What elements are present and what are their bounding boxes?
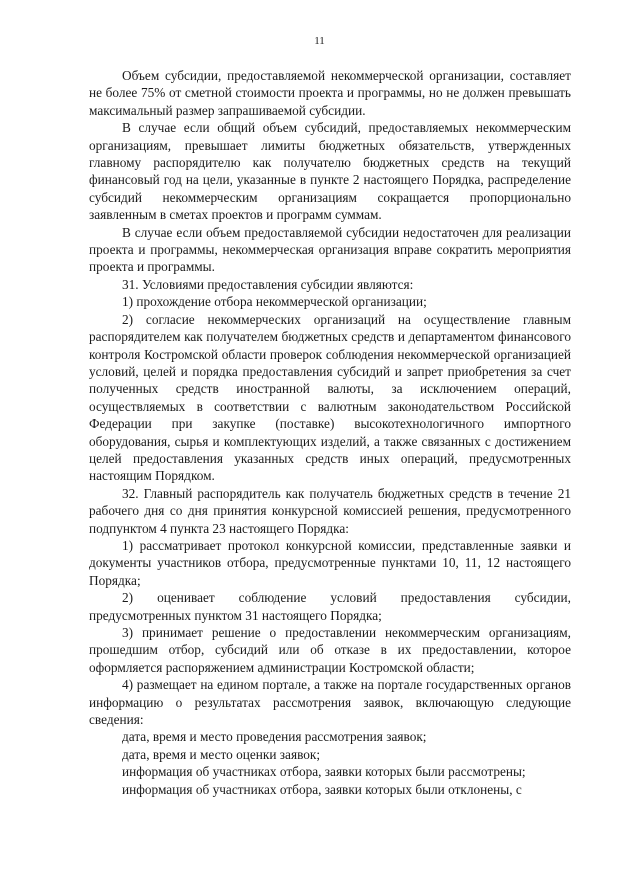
paragraph: 1) прохождение отбора некоммерческой организации; (122, 294, 427, 310)
paragraph: В случае если объем предоставляемой субсидии недостаточен для реализации проекта и программы, некоммерческая организация вправе сократить мероприятия проекта и программы. (89, 224, 571, 275)
paragraph: 2) согласие некоммерческих организаций на осуществление главным распорядителем как получателем бюджетных средств и департаментом финансового контроля Костромской области проверок соблюдения некоммерческой организацией условий, целей и порядка предоставления субсидий и запрет приобретения за счет полученных средств иностранной валюты, за исключением операций, осуществляемых в соответствии с валютным законодательством Российской Федерации при закупке (поставке) высокотехнологичного импортного оборудования, сырья и комплектующих изделий, а также связанных с достижением целей предоставления указанных средств иных операций, предусмотренных настоящим Порядком. (89, 311, 571, 484)
paragraph: информация об участниках отбора, заявки которых были рассмотрены; (122, 764, 526, 780)
paragraph: информация об участниках отбора, заявки которых были отклонены, с (122, 781, 522, 797)
paragraph: Объем субсидии, предоставляемой некоммерческой организации, составляет не более 75% от сметной стоимости проекта и программы, но не должен превышать максимальный размер запрашиваемой субсидии. (89, 68, 571, 118)
paragraph: 32. Главный распорядитель как получатель бюджетных средств в течение 21 рабочего дня со дня принятия конкурсной комиссией решения, предусмотренного подпунктом 4 пункта 23 настоящего Порядка: (89, 485, 571, 536)
document-body (89, 67, 571, 798)
paragraph: 4) размещает на едином портале, а также на портале государственных органов информацию о результатах рассмотрения заявок, включающую следующие сведения: (89, 677, 571, 728)
paragraph: 3) принимает решение о предоставлении некоммерческим организациям, прошедшим отбор, субсидий или об отказе в их предоставлении, которое оформляется распоряжением администрации Костромской области; (89, 625, 571, 675)
page-number: 11 (314, 35, 325, 47)
paragraph: дата, время и место проведения рассмотрения заявок; (122, 729, 427, 745)
paragraph: 31. Условиями предоставления субсидии являются: (122, 276, 414, 292)
paragraph: 2) оценивает соблюдение условий предоставления субсидии, предусмотренных пунктом 31 настоящего Порядка; (89, 590, 571, 623)
paragraph: В случае если общий объем субсидий, предоставляемых некоммерческим организациям, превышает лимиты бюджетных обязательств, утвержденных главному распорядителю как получателю бюджетных средств на текущий финансовый год на цели, указанные в пункте 2 настоящего Порядка, распределение субсидий некоммерческим организациям сокращается пропорционально заявленным в сметах проектов и программ суммам. (89, 120, 571, 223)
paragraph: дата, время и место оценки заявок; (122, 746, 321, 762)
paragraph: 1) рассматривает протокол конкурсной комиссии, представленные заявки и документы участников отбора, предусмотренные пунктами 10, 11, 12 настоящего Порядка; (89, 537, 571, 588)
